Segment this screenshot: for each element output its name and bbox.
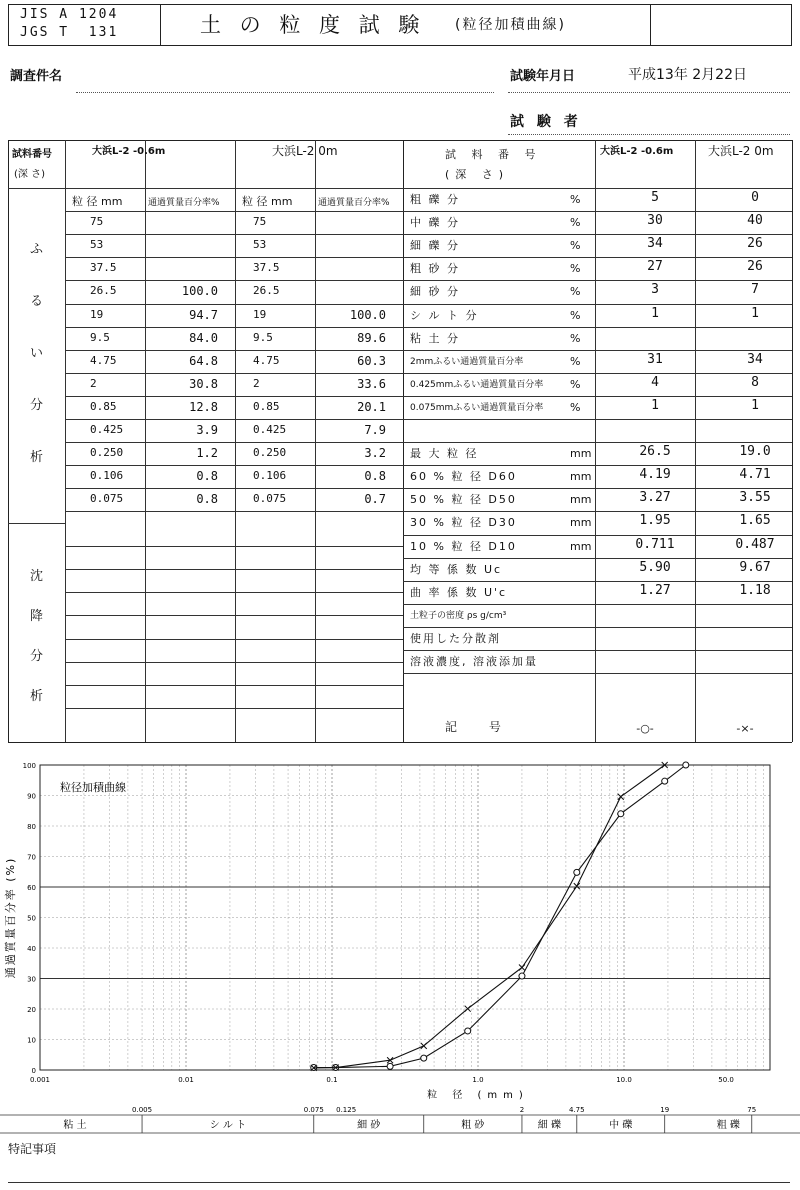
table-rule: [403, 350, 792, 351]
table-rule: [403, 419, 792, 420]
sieve-section-char: 分: [30, 398, 44, 413]
sample-no-label: 試料番号: [12, 149, 52, 160]
property-value-1: 31: [647, 351, 663, 367]
sieve-pass-2: 3.2: [364, 446, 386, 461]
standard-jgs: JGS T 131: [20, 25, 119, 40]
sedimentation-section-char: 沈: [30, 569, 44, 584]
soil-class-label: 細 砂: [357, 1120, 381, 1131]
sieve-size-2: 26.5: [253, 284, 280, 298]
property-unit: mm: [570, 493, 592, 507]
y-tick-label: 0: [31, 1067, 36, 1075]
table-rule: [8, 523, 65, 524]
property-label: シ ル ト 分: [410, 308, 479, 322]
series-line: [314, 765, 686, 1068]
table-rule: [403, 558, 792, 559]
table-rule: [65, 304, 403, 305]
property-unit: %: [570, 354, 581, 368]
sieve-size-1: 0.106: [90, 469, 124, 483]
soil-class-label: 粗 礫: [716, 1120, 740, 1131]
table-rule: [65, 708, 403, 709]
sieve-pass-1: 0.8: [196, 469, 218, 484]
table-rule: [65, 350, 403, 351]
sieve-size-1: 26.5: [90, 284, 117, 298]
data-point-circle: [662, 778, 668, 784]
property-unit: %: [570, 331, 581, 345]
sieve-size-2: 19: [253, 307, 267, 321]
table-rule: [8, 140, 792, 141]
sieve-pass-1: 30.8: [189, 376, 218, 391]
property-unit: %: [570, 193, 581, 206]
table-rule: [65, 140, 66, 742]
x-tick-label: 1.0: [472, 1076, 484, 1084]
sieve-size-1: 75: [90, 215, 104, 229]
table-rule: [315, 140, 316, 742]
sieve-size-1: 0.85: [90, 399, 117, 413]
sieve-section-char: る: [30, 294, 44, 309]
property-unit: mm: [570, 470, 592, 484]
table-rule: [65, 419, 403, 420]
symbol-label: 記 号: [445, 720, 515, 734]
property-label: 粘 土 分: [410, 331, 460, 345]
property-label: 使用した分散剤: [410, 631, 501, 645]
date-value: 平成13年 2月22日: [628, 67, 747, 83]
property-value-2: 26: [747, 259, 763, 275]
property-value-1: 3.27: [639, 490, 671, 506]
sieve-size-2: 4.75: [253, 353, 280, 367]
property-value-2: 0: [751, 190, 759, 205]
sieve-section-char: 析: [30, 450, 44, 465]
table-rule: [403, 211, 792, 212]
sieve-size-2: 9.5: [253, 330, 273, 344]
sieve-size-2: 0.250: [253, 446, 287, 460]
property-label: 細 礫 分: [410, 239, 460, 253]
table-rule: [403, 511, 792, 512]
table-rule: [65, 569, 403, 570]
y-tick-label: 30: [27, 975, 36, 984]
table-rule: [595, 140, 596, 742]
table-rule: [403, 327, 792, 328]
y-tick-label: 10: [27, 1036, 36, 1045]
y-tick-label: 90: [27, 792, 36, 801]
data-point-circle: [465, 1028, 471, 1034]
property-value-1: 5: [651, 190, 659, 205]
table-rule: [403, 535, 792, 536]
data-point-cross: [421, 1043, 427, 1049]
sieve-pass-1: 84.0: [189, 330, 218, 345]
property-value-2: 40: [747, 213, 763, 229]
sieve-pass-1: 1.2: [196, 446, 218, 461]
soil-class-label: シ ル ト: [209, 1120, 247, 1131]
property-value-1: 4: [651, 374, 659, 390]
table-rule: [695, 140, 696, 742]
property-value-1: 27: [647, 259, 663, 275]
table-rule: [8, 188, 792, 189]
col-pass-2: 通過質量百分率%: [318, 198, 390, 208]
property-label: 中 礫 分: [410, 216, 460, 230]
page-subtitle: (粒径加積曲線): [455, 17, 566, 33]
property-label: 10 % 粒 径 D10: [410, 539, 517, 553]
y-tick-label: 50: [27, 914, 36, 923]
table-rule: [65, 488, 403, 489]
property-unit: %: [570, 262, 581, 276]
sieve-pass-1: 94.7: [189, 307, 218, 322]
property-unit: mm: [570, 447, 592, 461]
chart-title: 粒径加積曲線: [60, 781, 126, 794]
sieve-size-1: 0.425: [90, 423, 124, 436]
table-rule: [65, 373, 403, 374]
right-sample2-name: 大浜L-2 0m: [708, 144, 774, 158]
table-rule: [792, 140, 793, 742]
sieve-size-2: 75: [253, 215, 267, 229]
sieve-pass-2: 0.7: [364, 492, 386, 507]
table-rule: [403, 442, 792, 443]
property-value-2: 9.67: [739, 559, 771, 575]
property-label: 細 砂 分: [410, 285, 460, 299]
soil-class-label: 中 礫: [609, 1120, 633, 1131]
soil-boundary-label: 0.075: [303, 1106, 324, 1114]
table-rule: [65, 685, 403, 686]
property-label: 均 等 係 数 Uc: [410, 562, 503, 576]
sedimentation-section-char: 降: [30, 609, 44, 624]
table-rule: [65, 442, 403, 443]
property-value-1: 1: [651, 305, 659, 321]
data-point-cross: [618, 794, 624, 800]
table-rule: [65, 639, 403, 640]
property-label: 粗 礫 分: [410, 193, 460, 206]
table-rule: [65, 615, 403, 616]
property-value-2: 0.487: [735, 536, 775, 552]
data-point-circle: [421, 1055, 427, 1061]
sieve-size-2: 37.5: [253, 261, 280, 275]
table-rule: [8, 140, 9, 742]
x-tick-label: 0.1: [326, 1076, 338, 1084]
sample2-name: 大浜L-2 0m: [272, 144, 338, 158]
data-point-circle: [574, 869, 580, 875]
sieve-size-1: 0.075: [90, 492, 124, 506]
property-value-2: 1.65: [739, 513, 771, 529]
table-rule: [65, 662, 403, 663]
data-point-cross: [465, 1006, 471, 1012]
table-rule: [403, 627, 792, 628]
y-tick-label: 100: [22, 762, 36, 770]
col-size-1: 粒 径 mm: [72, 195, 123, 208]
property-label: 60 % 粒 径 D60: [410, 470, 517, 484]
property-value-1: 5.90: [639, 559, 671, 575]
depth-label: (深 さ): [14, 169, 45, 180]
soil-boundary-label: 19: [660, 1106, 670, 1114]
property-label: 曲 率 係 数 U'c: [410, 585, 508, 599]
property-unit: %: [570, 377, 581, 391]
tester-label: 試 験 者: [510, 114, 582, 130]
property-label: 溶液濃度, 溶液添加量: [410, 655, 538, 668]
right-depth-label: (深 さ): [445, 168, 510, 181]
soil-boundary-label: 4.75: [569, 1106, 585, 1114]
date-label: 試験年月日: [510, 69, 576, 84]
sieve-size-2: 0.85: [253, 399, 280, 413]
sieve-pass-2: 7.9: [364, 423, 386, 437]
sieve-pass-2: 20.1: [357, 399, 386, 414]
table-rule: [65, 396, 403, 397]
sieve-size-1: 2: [90, 376, 97, 390]
soil-class-label: 粘 土: [63, 1120, 87, 1131]
sieve-pass-2: 33.6: [357, 376, 386, 391]
survey-label: 調査件名: [10, 69, 63, 84]
data-point-circle: [387, 1063, 393, 1069]
soil-class-label: 粗 砂: [461, 1120, 485, 1131]
property-label: 50 % 粒 径 D50: [410, 493, 517, 507]
x-tick-label: 50.0: [718, 1076, 734, 1084]
property-value-2: 4.71: [739, 467, 771, 483]
property-value-1: 3: [651, 282, 659, 298]
y-axis-label: 通過質量百分率 (%): [4, 856, 17, 979]
sieve-section-char: ふ: [30, 242, 44, 257]
x-tick-label: 0.001: [29, 1076, 51, 1084]
table-rule: [65, 280, 403, 281]
sieve-size-1: 4.75: [90, 353, 117, 367]
sieve-section-char: い: [30, 346, 44, 361]
property-value-1: 1.27: [639, 582, 671, 598]
y-tick-label: 20: [27, 1006, 36, 1014]
table-rule: [403, 234, 792, 235]
table-rule: [403, 140, 404, 742]
table-rule: [65, 327, 403, 328]
table-rule: [403, 373, 792, 374]
sieve-pass-2: 89.6: [357, 330, 386, 345]
sedimentation-section-char: 分: [30, 649, 44, 664]
table-rule: [65, 257, 403, 258]
property-value-2: 3.55: [739, 490, 771, 506]
table-rule: [65, 546, 403, 547]
sieve-pass-2: 100.0: [349, 307, 386, 322]
symbol-cross: -×-: [736, 722, 754, 735]
table-rule: [145, 140, 146, 742]
property-unit: %: [570, 239, 581, 253]
sieve-size-2: 0.106: [253, 469, 287, 483]
property-label: 30 % 粒 径 D30: [410, 516, 517, 530]
property-label: 土粒子の密度 ρs g/cm³: [410, 610, 507, 621]
property-unit: mm: [570, 539, 592, 553]
table-rule: [65, 234, 403, 235]
symbol-circle: -○-: [636, 722, 654, 735]
soil-boundary-label: 75: [747, 1106, 757, 1114]
table-rule: [65, 211, 403, 212]
sieve-size-1: 19: [90, 307, 104, 321]
y-tick-label: 70: [27, 853, 36, 862]
sieve-size-2: 0.425: [253, 423, 287, 436]
right-sample-no-label: 試 料 番 号: [445, 148, 542, 161]
table-rule: [403, 604, 792, 605]
col-pass-1: 通過質量百分率%: [148, 198, 220, 208]
property-label: 0.075mmふるい通過質量百分率: [410, 402, 544, 413]
table-rule: [403, 650, 792, 651]
sieve-size-2: 53: [253, 238, 267, 252]
sedimentation-section-char: 析: [30, 689, 44, 704]
property-value-2: 19.0: [739, 444, 771, 460]
property-value-2: 8: [751, 374, 759, 390]
grading-curve-chart: [0, 745, 800, 1155]
table-rule: [65, 465, 403, 466]
soil-boundary-label: 0.005: [132, 1106, 153, 1114]
sieve-pass-1: 100.0: [181, 284, 218, 299]
soil-class-label: 細 礫: [537, 1120, 561, 1131]
table-rule: [403, 257, 792, 258]
table-rule: [403, 488, 792, 489]
col-size-2: 粒 径 mm: [242, 195, 293, 208]
property-label: 2mmふるい通過質量百分率: [410, 356, 524, 367]
property-value-1: 1.95: [639, 513, 671, 529]
data-point-circle: [683, 762, 689, 768]
sieve-size-1: 37.5: [90, 261, 117, 275]
property-value-2: 1: [751, 397, 759, 413]
property-unit: mm: [570, 516, 592, 530]
sieve-pass-1: 12.8: [189, 399, 218, 414]
sieve-size-1: 53: [90, 238, 104, 252]
property-unit: %: [570, 216, 581, 230]
data-point-cross: [574, 883, 580, 889]
sieve-pass-1: 3.9: [196, 423, 218, 437]
table-rule: [403, 581, 792, 582]
property-value-1: 0.711: [635, 536, 675, 552]
soil-boundary-label: 0.125: [336, 1106, 357, 1114]
property-value-2: 7: [751, 282, 759, 298]
sieve-pass-1: 64.8: [189, 353, 218, 368]
property-label: 最 大 粒 径: [410, 447, 479, 461]
sieve-size-2: 0.075: [253, 492, 287, 506]
property-unit: %: [570, 308, 581, 322]
table-rule: [65, 592, 403, 593]
sample1-name: 大浜L-2 -0.6m: [92, 146, 166, 157]
y-tick-label: 80: [27, 823, 36, 831]
table-rule: [403, 396, 792, 397]
property-value-2: 34: [747, 351, 763, 367]
right-sample1-name: 大浜L-2 -0.6m: [600, 146, 674, 157]
soil-boundary-label: 2: [519, 1106, 525, 1114]
sieve-pass-2: 0.8: [364, 469, 386, 484]
data-point-circle: [519, 973, 525, 979]
series-line: [314, 765, 665, 1068]
standard-jis: JIS A 1204: [20, 7, 119, 22]
property-value-1: 34: [647, 236, 663, 252]
table-rule: [403, 465, 792, 466]
data-point-circle: [618, 811, 624, 817]
x-tick-label: 10.0: [616, 1076, 632, 1084]
property-value-2: 1.18: [739, 582, 771, 598]
page-title: 土 の 粒 度 試 験: [200, 13, 426, 37]
table-rule: [403, 673, 792, 674]
sieve-size-1: 0.250: [90, 446, 124, 460]
property-value-2: 1: [751, 305, 759, 321]
property-value-1: 4.19: [639, 467, 671, 483]
property-unit: %: [570, 285, 581, 299]
table-rule: [65, 511, 403, 512]
property-value-1: 26.5: [639, 444, 671, 460]
notes-label: 特記事項: [8, 1142, 57, 1156]
table-rule: [403, 304, 792, 305]
property-value-1: 30: [647, 213, 663, 229]
table-rule: [235, 140, 236, 742]
x-axis-label: 粒 径 (mm): [427, 1090, 529, 1101]
property-value-1: 1: [651, 397, 659, 413]
sieve-size-2: 2: [253, 376, 260, 390]
property-unit: %: [570, 400, 581, 414]
sieve-size-1: 9.5: [90, 330, 110, 344]
property-label: 粗 砂 分: [410, 262, 460, 276]
sieve-pass-2: 60.3: [357, 353, 386, 368]
property-label: 0.425mmふるい通過質量百分率: [410, 379, 544, 390]
property-value-2: 26: [747, 236, 763, 252]
y-tick-label: 40: [27, 945, 36, 953]
x-tick-label: 0.01: [178, 1076, 194, 1084]
table-rule: [8, 742, 792, 743]
y-tick-label: 60: [27, 884, 36, 892]
sieve-pass-1: 0.8: [196, 492, 218, 507]
table-rule: [403, 280, 792, 281]
